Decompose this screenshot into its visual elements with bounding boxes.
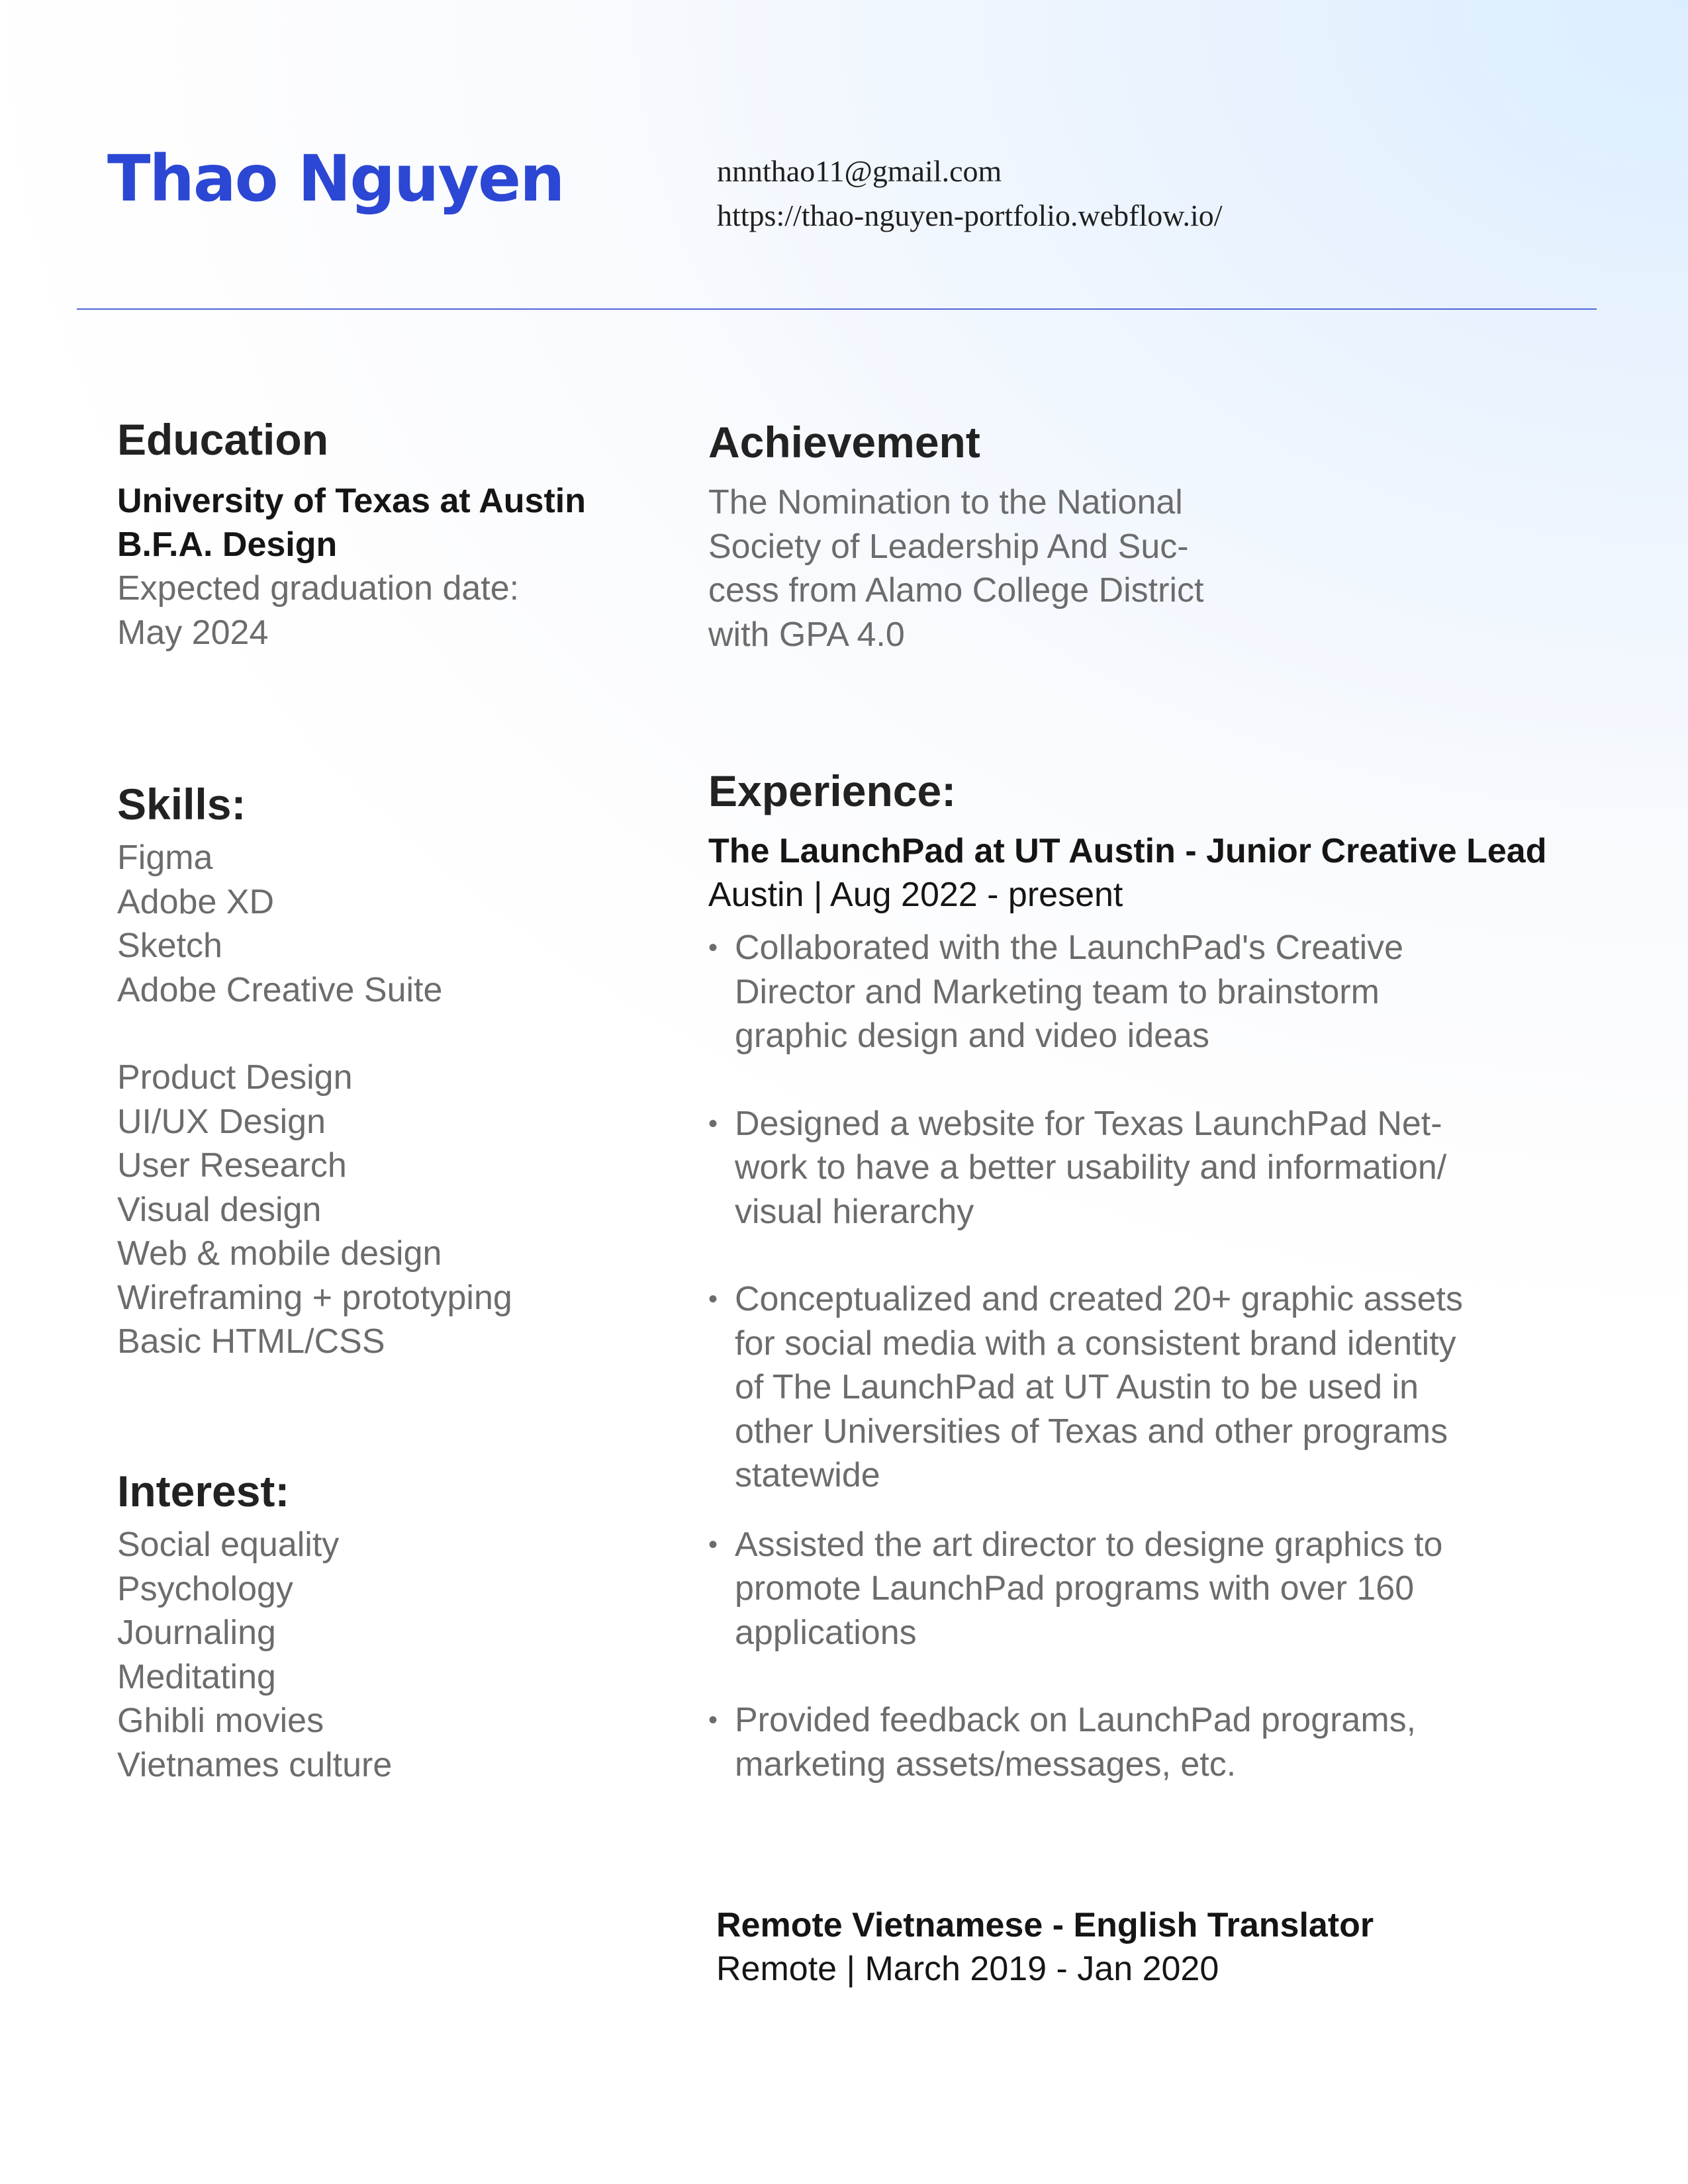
bullet-line: other Universities of Texas and other programs xyxy=(735,1412,1448,1451)
bullet-line: of The LaunchPad at UT Austin to be used in xyxy=(735,1368,1419,1406)
contact-block xyxy=(717,149,1223,238)
bullet-line: for social media with a consistent brand identity xyxy=(735,1324,1456,1363)
bullet-item xyxy=(708,1102,1595,1234)
skills-tools-list xyxy=(117,836,647,1012)
list-item: Product Design xyxy=(117,1058,353,1097)
list-item: Meditating xyxy=(117,1657,276,1696)
bullet-line: promote LaunchPad programs with over 160 xyxy=(735,1569,1415,1608)
skills-areas-list xyxy=(117,1056,647,1364)
bullet-line: statewide xyxy=(735,1456,880,1494)
list-item: Visual design xyxy=(117,1190,322,1229)
education-heading: Education xyxy=(117,415,329,464)
bullet-dot-icon: • xyxy=(708,1109,718,1138)
education-grad-label: Expected graduation date: xyxy=(117,569,520,608)
list-item: Adobe Creative Suite xyxy=(117,970,443,1009)
job-meta: Remote | March 2019 - Jan 2020 xyxy=(716,1950,1219,1988)
bullet-line: applications xyxy=(735,1613,917,1652)
education-grad-date: May 2024 xyxy=(117,613,269,652)
list-item: UI/UX Design xyxy=(117,1102,326,1141)
bullet-dot-icon: • xyxy=(708,933,718,962)
skills-heading: Skills: xyxy=(117,780,246,829)
achievement-heading: Achievement xyxy=(708,418,980,467)
list-item: Web & mobile design xyxy=(117,1234,442,1273)
bullet-item xyxy=(708,1523,1595,1655)
achievement-section xyxy=(708,416,1595,657)
list-item: Social equality xyxy=(117,1525,340,1564)
email-link[interactable]: nnnthao11@gmail.com xyxy=(717,154,1002,188)
bullet-line: visual hierarchy xyxy=(735,1192,974,1231)
bullet-item xyxy=(708,1698,1595,1786)
bullet-item xyxy=(708,926,1595,1058)
bullet-item xyxy=(708,1277,1595,1498)
education-school: University of Texas at Austin xyxy=(117,482,586,520)
bullet-dot-icon: • xyxy=(708,1706,718,1735)
experience-section xyxy=(708,764,1595,1786)
bullet-line: Designed a website for Texas LaunchPad Net- xyxy=(735,1104,1442,1143)
bullet-dot-icon: • xyxy=(708,1285,718,1314)
job-section-translator xyxy=(716,1903,1577,1991)
achievement-line: Society of Leadership And Suc- xyxy=(708,527,1189,566)
list-item: Adobe XD xyxy=(117,882,275,921)
bullet-dot-icon: • xyxy=(708,1529,718,1559)
list-item: Wireframing + prototyping xyxy=(117,1278,512,1317)
achievement-line: with GPA 4.0 xyxy=(708,615,905,654)
list-item: Figma xyxy=(117,839,213,877)
portfolio-link[interactable]: https://thao-nguyen-portfolio.webflow.io/ xyxy=(717,199,1223,232)
job-title: The LaunchPad at UT Austin - Junior Creative Lead xyxy=(708,832,1547,870)
header-divider xyxy=(77,308,1597,310)
bullet-line: Director and Marketing team to brainstorm xyxy=(735,972,1380,1011)
achievement-line: The Nomination to the National xyxy=(708,483,1183,522)
list-item: Vietnames culture xyxy=(117,1745,393,1784)
bullet-line: Conceptualized and created 20+ graphic assets xyxy=(735,1280,1463,1318)
skills-section xyxy=(117,778,647,1364)
interest-section xyxy=(117,1465,647,1787)
list-item: User Research xyxy=(117,1146,347,1185)
list-item: Basic HTML/CSS xyxy=(117,1322,385,1361)
achievement-line: cess from Alamo College District xyxy=(708,571,1204,610)
list-item: Ghibli movies xyxy=(117,1702,324,1740)
bullet-line: Provided feedback on LaunchPad programs, xyxy=(735,1701,1417,1739)
bullet-line: Assisted the art director to designe graphics to xyxy=(735,1525,1443,1564)
bullet-line: Collaborated with the LaunchPad's Creative xyxy=(735,929,1404,967)
bullet-line: graphic design and video ideas xyxy=(735,1017,1209,1055)
job-meta: Austin | Aug 2022 - present xyxy=(708,876,1123,914)
education-degree: B.F.A. Design xyxy=(117,525,338,564)
interest-heading: Interest: xyxy=(117,1467,290,1516)
bullet-line: work to have a better usability and information/ xyxy=(735,1148,1447,1187)
list-item: Sketch xyxy=(117,927,222,965)
experience-heading: Experience: xyxy=(708,766,957,815)
bullet-line: marketing assets/messages, etc. xyxy=(735,1745,1237,1784)
interest-list xyxy=(117,1523,647,1787)
education-section xyxy=(117,413,647,655)
job-bullets xyxy=(708,926,1595,1786)
applicant-name: Thao Nguyen xyxy=(107,142,564,216)
list-item: Psychology xyxy=(117,1569,293,1608)
list-item: Journaling xyxy=(117,1614,276,1652)
job-title: Remote Vietnamese - English Translator xyxy=(716,1906,1374,1944)
